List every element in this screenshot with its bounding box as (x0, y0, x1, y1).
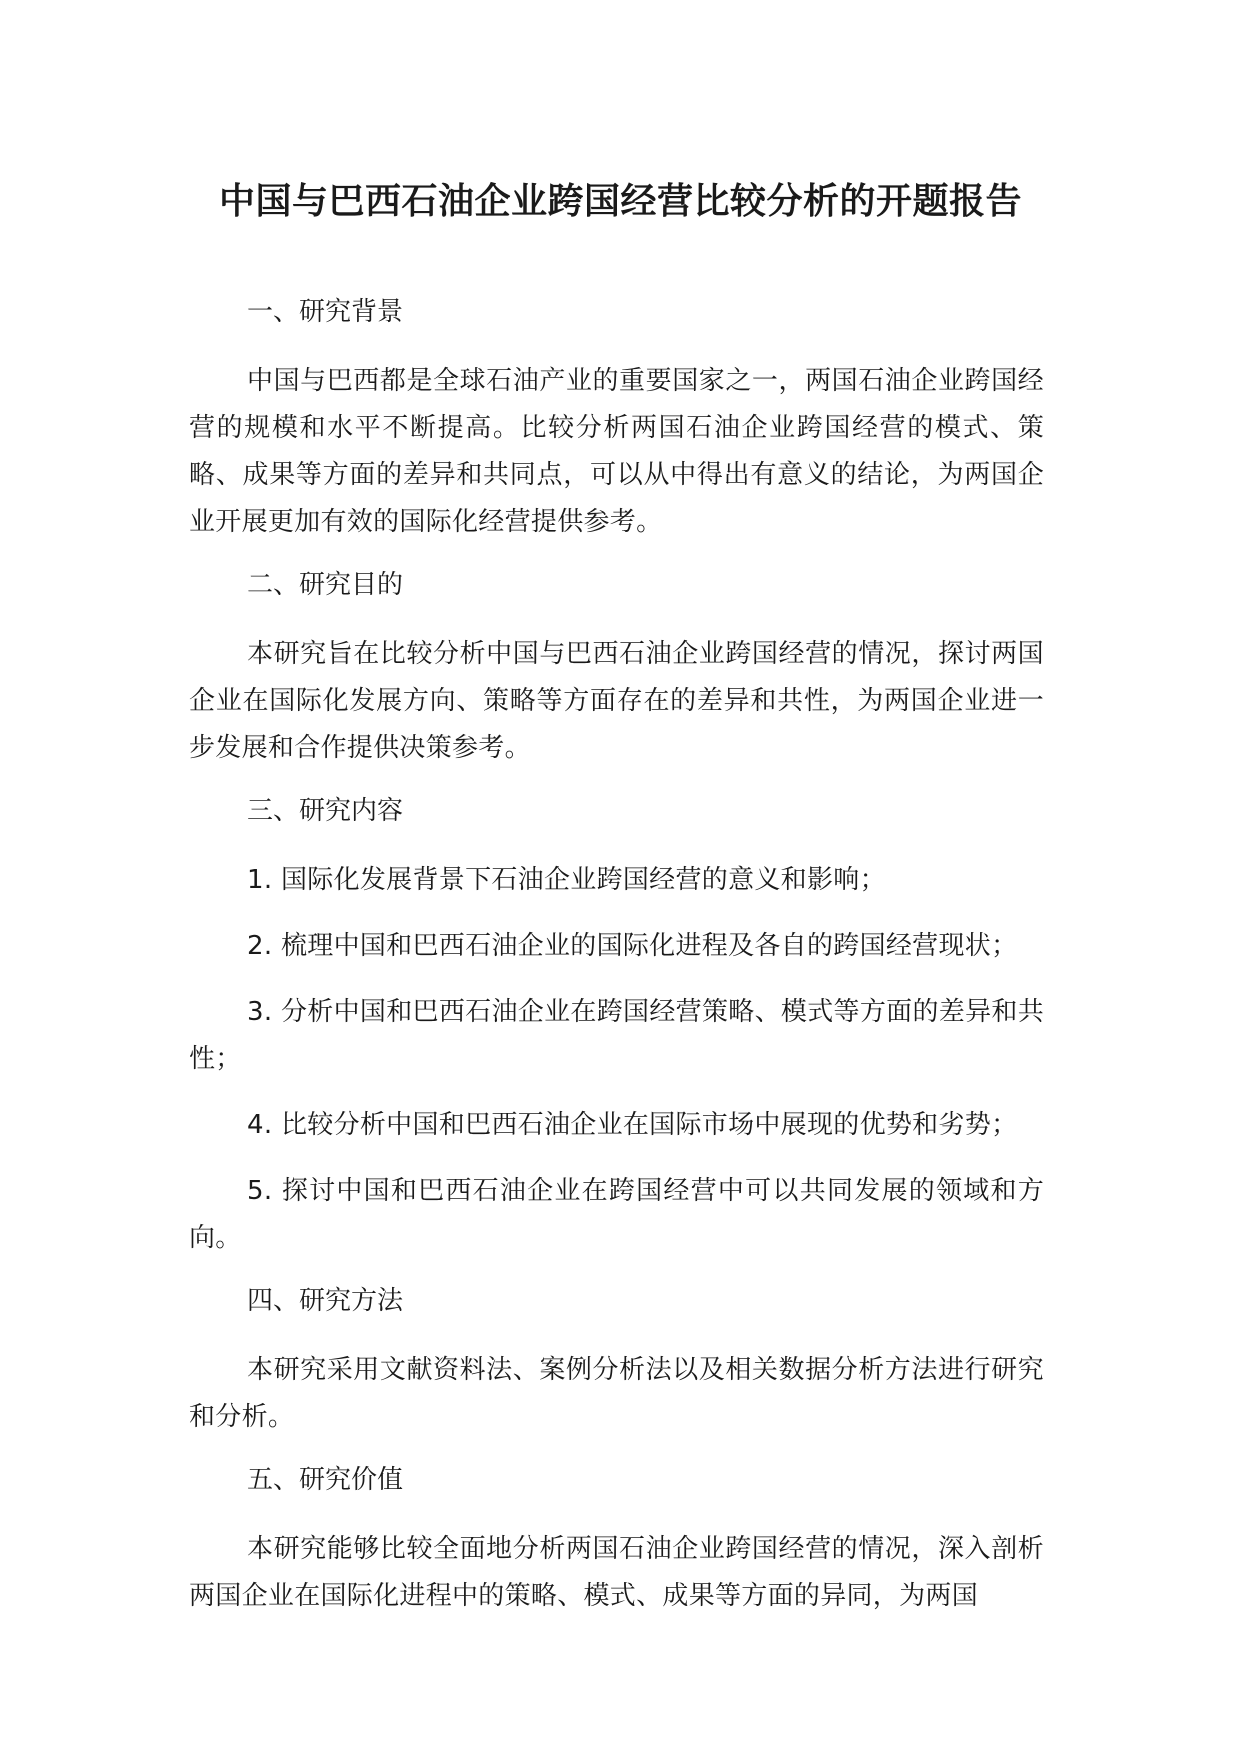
section-background (189, 292, 1044, 546)
section-purpose (189, 565, 1044, 772)
section-paragraph: 本研究采用文献资料法、案例分析法以及相关数据分析方法进行研究和分析。 (189, 1355, 1044, 1432)
list-item: 1. 国际化发展背景下石油企业跨国经营的意义和影响； (247, 865, 886, 895)
section-method (189, 1281, 1044, 1441)
section-content (189, 791, 1044, 1262)
section-value (189, 1460, 1044, 1620)
section-paragraph: 本研究旨在比较分析中国与巴西石油企业跨国经营的情况，探讨两国企业在国际化发展方向、策略等方面存在的差异和共性，为两国企业进一步发展和合作提供决策参考。 (189, 639, 1044, 763)
list-item: 3. 分析中国和巴西石油企业在跨国经营策略、模式等方面的差异和共性； (189, 997, 1044, 1074)
section-heading: 一、研究背景 (247, 297, 404, 327)
list-item: 4. 比较分析中国和巴西石油企业在国际市场中展现的优势和劣势； (247, 1110, 1018, 1140)
list-item: 2. 梳理中国和巴西石油企业的国际化进程及各自的跨国经营现状； (247, 931, 1018, 961)
section-heading: 四、研究方法 (247, 1286, 404, 1316)
section-heading: 二、研究目的 (247, 570, 404, 600)
section-paragraph: 本研究能够比较全面地分析两国石油企业跨国经营的情况，深入剖析两国企业在国际化进程中的策略、模式、成果等方面的异同，为两国 (189, 1534, 1044, 1611)
section-heading: 五、研究价值 (247, 1465, 404, 1495)
document-body (189, 292, 1044, 1639)
section-heading: 三、研究内容 (247, 796, 404, 826)
document-title: 中国与巴西石油企业跨国经营比较分析的开题报告 (218, 181, 1022, 222)
list-item: 5. 探讨中国和巴西石油企业在跨国经营中可以共同发展的领域和方向。 (189, 1176, 1044, 1253)
section-paragraph: 中国与巴西都是全球石油产业的重要国家之一，两国石油企业跨国经营的规模和水平不断提高。比较分析两国石油企业跨国经营的模式、策略、成果等方面的差异和共同点，可以从中得出有意义的结论，为两国企业开展更加有效的国际化经营提供参考。 (189, 366, 1044, 537)
